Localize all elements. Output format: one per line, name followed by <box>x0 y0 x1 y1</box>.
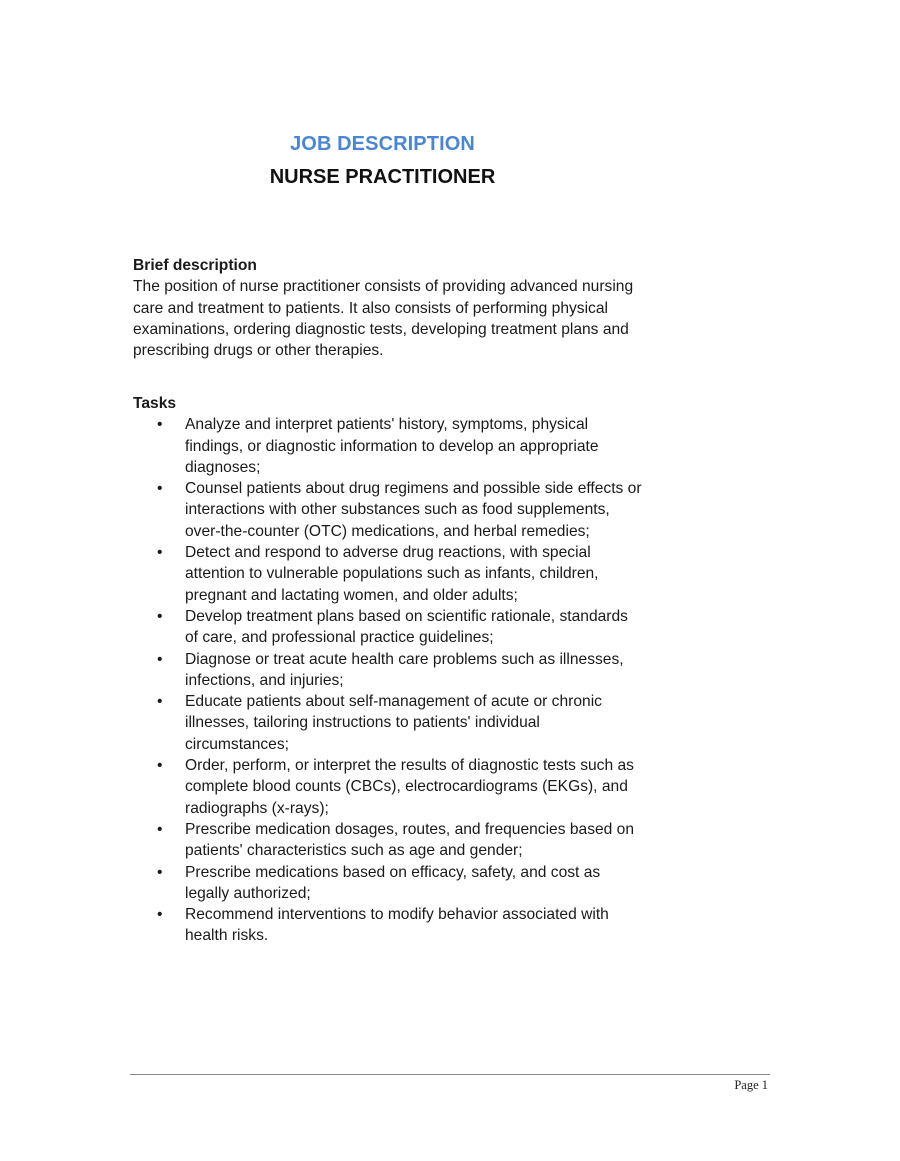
task-item <box>133 414 645 478</box>
task-text: Order, perform, or interpret the results of diagnostic tests such as complete blood counts (CBCs), electrocardiograms (EKGs), and radiographs (x-rays); <box>185 757 634 817</box>
bullet-icon: • <box>157 416 163 434</box>
bullet-icon: • <box>157 906 163 924</box>
task-text: Counsel patients about drug regimens and possible side effects or interactions with other substances such as food supplements, over-the-counter (OTC) medications, and herbal remedies; <box>185 480 642 540</box>
brief-description-heading: Brief description <box>133 257 257 274</box>
document-subtitle: NURSE PRACTITIONER <box>269 166 496 188</box>
task-text: Develop treatment plans based on scientific rationale, standards of care, and professional practice guidelines; <box>185 607 628 647</box>
tasks-heading: Tasks <box>133 395 177 412</box>
bullet-icon: • <box>157 693 163 711</box>
page-number: Page 1 <box>734 1078 768 1092</box>
task-text: Recommend interventions to modify behavior associated with health risks. <box>185 906 609 945</box>
task-item <box>133 904 645 947</box>
task-text: Diagnose or treat acute health care problems such as illnesses, infections, and injuries; <box>185 650 624 689</box>
document-title: JOB DESCRIPTION <box>290 133 475 155</box>
task-item <box>133 542 645 606</box>
brief-description-section <box>133 255 653 361</box>
brief-description-text: The position of nurse practitioner consists of providing advanced nursing care and treatment to patients. It also consists of performing physical examinations, ordering diagnostic tests, developing treatment plans and prescribing drugs or other therapies. <box>133 278 634 360</box>
task-item <box>133 478 645 542</box>
tasks-section <box>133 393 653 947</box>
bullet-icon: • <box>157 480 163 498</box>
task-text: Analyze and interpret patients' history, symptoms, physical findings, or diagnostic information to develop an appropriate diagnoses; <box>185 416 599 476</box>
bullet-icon: • <box>157 863 163 881</box>
task-item <box>133 819 645 862</box>
bullet-icon: • <box>157 820 163 838</box>
task-text: Prescribe medications based on efficacy, safety, and cost as legally authorized; <box>185 863 601 902</box>
footer-divider <box>130 1074 770 1075</box>
task-item <box>133 606 645 649</box>
task-text: Prescribe medication dosages, routes, and frequencies based on patients' characteristics such as age and gender; <box>185 820 635 860</box>
task-item <box>133 691 645 755</box>
task-list <box>133 414 653 946</box>
bullet-icon: • <box>157 607 163 625</box>
bullet-icon: • <box>157 650 163 668</box>
task-text: Educate patients about self-management of acute or chronic illnesses, tailoring instructions to patients' individual circumstances; <box>185 693 602 753</box>
bullet-icon: • <box>157 757 163 775</box>
task-text: Detect and respond to adverse drug reactions, with special attention to vulnerable populations such as infants, children, pregnant and lactating women, and older adults; <box>185 544 599 604</box>
task-item <box>133 755 645 819</box>
task-item <box>133 862 645 905</box>
bullet-icon: • <box>157 544 163 562</box>
task-item <box>133 649 645 692</box>
